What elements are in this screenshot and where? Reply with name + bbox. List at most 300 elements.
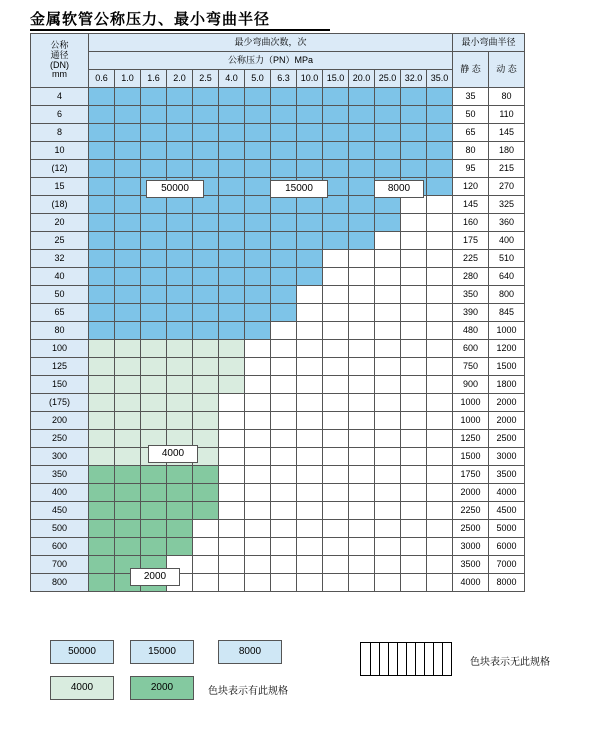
grid-cell: [323, 268, 349, 286]
grid-cell: [219, 574, 245, 592]
grid-cell: [219, 160, 245, 178]
grid-cell: [89, 106, 115, 124]
header-row-2: [31, 52, 525, 70]
dn-value: 15: [31, 178, 89, 196]
table-row: [31, 214, 525, 232]
grid-cell: [141, 214, 167, 232]
grid-cell: [271, 574, 297, 592]
grid-cell: [401, 124, 427, 142]
grid-cell: [141, 196, 167, 214]
grid-cell: [219, 520, 245, 538]
table-body: [31, 88, 525, 592]
grid-cell: [271, 484, 297, 502]
grid-cell: [427, 322, 453, 340]
grid-cell: [427, 556, 453, 574]
grid-cell: [115, 466, 141, 484]
grid-cell: [297, 340, 323, 358]
grid-cell: [245, 448, 271, 466]
static-radius: 2250: [453, 502, 489, 520]
dynamic-radius: 1000: [489, 322, 525, 340]
grid-cell: [297, 124, 323, 142]
grid-cell: [115, 502, 141, 520]
grid-cell: [193, 466, 219, 484]
grid-cell: [427, 520, 453, 538]
grid-cell: [323, 520, 349, 538]
grid-cell: [89, 484, 115, 502]
grid-cell: [427, 412, 453, 430]
dynamic-radius: 215: [489, 160, 525, 178]
grid-cell: [401, 448, 427, 466]
title-underline: [30, 29, 330, 31]
dn-value: 40: [31, 268, 89, 286]
grid-cell: [219, 412, 245, 430]
static-radius: 4000: [453, 574, 489, 592]
static-radius: 350: [453, 286, 489, 304]
grid-cell: [375, 394, 401, 412]
grid-cell: [427, 124, 453, 142]
grid-cell: [401, 214, 427, 232]
grid-cell: [219, 250, 245, 268]
table-row: [31, 160, 525, 178]
grid-cell: [245, 412, 271, 430]
grid-cell: [349, 538, 375, 556]
grid-cell: [427, 250, 453, 268]
grid-cell: [167, 376, 193, 394]
grid-cell: [141, 376, 167, 394]
grid-cell: [141, 286, 167, 304]
grid-cell: [89, 214, 115, 232]
overlay-2000: 2000: [130, 568, 180, 586]
grid-cell: [427, 502, 453, 520]
dynamic-radius: 2500: [489, 430, 525, 448]
grid-cell: [245, 106, 271, 124]
dn-value: 500: [31, 520, 89, 538]
grid-cell: [167, 538, 193, 556]
grid-cell: [115, 106, 141, 124]
grid-cell: [323, 376, 349, 394]
grid-cell: [115, 88, 141, 106]
grid-cell: [349, 556, 375, 574]
legend-color-note: 色块表示有此规格: [208, 686, 288, 697]
grid-cell: [349, 178, 375, 196]
grid-cell: [219, 358, 245, 376]
static-radius: 3500: [453, 556, 489, 574]
grid-cell: [375, 232, 401, 250]
grid-cell: [245, 322, 271, 340]
grid-cell: [141, 520, 167, 538]
grid-cell: [89, 178, 115, 196]
pressure-col-7: 6.3: [271, 70, 297, 88]
grid-cell: [89, 520, 115, 538]
dynamic-radius: 1200: [489, 340, 525, 358]
grid-cell: [245, 340, 271, 358]
dn-header-line-4: mm: [52, 69, 67, 80]
grid-cell: [193, 250, 219, 268]
dn-value: 400: [31, 484, 89, 502]
grid-cell: [271, 520, 297, 538]
grid-cell: [401, 376, 427, 394]
grid-cell: [167, 520, 193, 538]
grid-cell: [349, 430, 375, 448]
grid-cell: [115, 538, 141, 556]
grid-cell: [167, 250, 193, 268]
grid-cell: [297, 142, 323, 160]
grid-cell: [245, 574, 271, 592]
grid-cell: [115, 358, 141, 376]
grid-cell: [219, 142, 245, 160]
dn-value: 800: [31, 574, 89, 592]
dynamic-radius: 145: [489, 124, 525, 142]
pressure-col-11: 25.0: [375, 70, 401, 88]
grid-cell: [375, 520, 401, 538]
grid-cell: [401, 286, 427, 304]
grid-cell: [323, 196, 349, 214]
grid-cell: [297, 160, 323, 178]
table-row: [31, 268, 525, 286]
grid-cell: [115, 448, 141, 466]
grid-cell: [297, 394, 323, 412]
bend-radius-header: 最小弯曲半径: [453, 34, 525, 52]
grid-cell: [375, 466, 401, 484]
pressure-values-row: [31, 70, 525, 88]
legend: [30, 632, 570, 722]
table-row: [31, 448, 525, 466]
grid-cell: [271, 124, 297, 142]
grid-cell: [271, 358, 297, 376]
grid-cell: [193, 538, 219, 556]
grid-cell: [141, 322, 167, 340]
grid-cell: [349, 160, 375, 178]
grid-cell: [401, 574, 427, 592]
grid-cell: [375, 340, 401, 358]
table-row: [31, 430, 525, 448]
dynamic-radius: 360: [489, 214, 525, 232]
static-radius: 225: [453, 250, 489, 268]
dn-value: 200: [31, 412, 89, 430]
dynamic-radius: 1800: [489, 376, 525, 394]
grid-cell: [375, 124, 401, 142]
grid-cell: [349, 466, 375, 484]
grid-cell: [375, 484, 401, 502]
grid-cell: [245, 232, 271, 250]
dynamic-radius: 845: [489, 304, 525, 322]
grid-cell: [271, 106, 297, 124]
grid-cell: [89, 466, 115, 484]
dn-header-line-1: 公称: [50, 39, 69, 50]
grid-cell: [375, 106, 401, 124]
header-row-1: [31, 34, 525, 52]
grid-cell: [349, 286, 375, 304]
table-row: [31, 556, 525, 574]
grid-cell: [115, 196, 141, 214]
pressure-col-6: 5.0: [245, 70, 271, 88]
dn-value: 100: [31, 340, 89, 358]
overlay-8000: 8000: [374, 180, 424, 198]
grid-cell: [167, 394, 193, 412]
grid-cell: [245, 358, 271, 376]
grid-cell: [141, 88, 167, 106]
grid-cell: [375, 556, 401, 574]
pressure-col-1: 1.0: [115, 70, 141, 88]
dynamic-radius: 3000: [489, 448, 525, 466]
grid-cell: [375, 376, 401, 394]
grid-cell: [115, 340, 141, 358]
grid-cell: [141, 124, 167, 142]
grid-cell: [323, 214, 349, 232]
dn-value: 250: [31, 430, 89, 448]
grid-cell: [297, 538, 323, 556]
grid-cell: [427, 268, 453, 286]
grid-cell: [297, 412, 323, 430]
grid-cell: [193, 88, 219, 106]
grid-cell: [115, 250, 141, 268]
grid-cell: [271, 466, 297, 484]
static-radius: 2000: [453, 484, 489, 502]
grid-cell: [141, 106, 167, 124]
grid-cell: [297, 430, 323, 448]
pressure-col-5: 4.0: [219, 70, 245, 88]
grid-cell: [167, 466, 193, 484]
table-row: [31, 394, 525, 412]
static-radius: 35: [453, 88, 489, 106]
grid-cell: [427, 142, 453, 160]
grid-cell: [115, 322, 141, 340]
grid-cell: [375, 142, 401, 160]
grid-cell: [323, 394, 349, 412]
grid-cell: [323, 160, 349, 178]
static-radius: 160: [453, 214, 489, 232]
grid-cell: [245, 394, 271, 412]
grid-cell: [193, 394, 219, 412]
grid-cell: [375, 538, 401, 556]
legend-2000: 2000: [130, 676, 194, 700]
grid-cell: [141, 160, 167, 178]
grid-cell: [141, 268, 167, 286]
grid-cell: [349, 448, 375, 466]
table-row: [31, 538, 525, 556]
grid-cell: [89, 322, 115, 340]
grid-cell: [193, 520, 219, 538]
grid-cell: [115, 286, 141, 304]
grid-cell: [193, 196, 219, 214]
legend-8000: 8000: [218, 640, 282, 664]
grid-cell: [245, 250, 271, 268]
grid-cell: [245, 376, 271, 394]
grid-cell: [219, 88, 245, 106]
dynamic-radius: 4000: [489, 484, 525, 502]
grid-cell: [245, 178, 271, 196]
dynamic-radius: 2000: [489, 394, 525, 412]
dynamic-radius: 640: [489, 268, 525, 286]
grid-cell: [349, 142, 375, 160]
grid-cell: [375, 322, 401, 340]
dn-value: 20: [31, 214, 89, 232]
static-radius: 750: [453, 358, 489, 376]
static-radius: 3000: [453, 538, 489, 556]
grid-cell: [167, 196, 193, 214]
static-radius: 1000: [453, 412, 489, 430]
dynamic-radius: 510: [489, 250, 525, 268]
grid-cell: [271, 232, 297, 250]
table-row: [31, 142, 525, 160]
static-radius: 1500: [453, 448, 489, 466]
dynamic-radius: 3500: [489, 466, 525, 484]
grid-cell: [297, 214, 323, 232]
dn-value: 700: [31, 556, 89, 574]
grid-cell: [375, 268, 401, 286]
grid-cell: [89, 250, 115, 268]
grid-cell: [193, 376, 219, 394]
dn-value: 50: [31, 286, 89, 304]
grid-cell: [427, 106, 453, 124]
grid-cell: [297, 88, 323, 106]
dynamic-radius: 8000: [489, 574, 525, 592]
grid-cell: [219, 430, 245, 448]
grid-cell: [401, 322, 427, 340]
grid-cell: [141, 250, 167, 268]
grid-cell: [323, 232, 349, 250]
grid-cell: [271, 376, 297, 394]
grid-cell: [115, 268, 141, 286]
dn-value: 10: [31, 142, 89, 160]
grid-cell: [349, 376, 375, 394]
dynamic-radius: 325: [489, 196, 525, 214]
grid-cell: [245, 430, 271, 448]
grid-cell: [219, 376, 245, 394]
grid-cell: [193, 358, 219, 376]
static-radius: 1250: [453, 430, 489, 448]
grid-cell: [349, 574, 375, 592]
grid-cell: [349, 214, 375, 232]
dynamic-radius: 400: [489, 232, 525, 250]
grid-cell: [349, 520, 375, 538]
grid-cell: [115, 430, 141, 448]
grid-cell: [323, 358, 349, 376]
grid-cell: [297, 106, 323, 124]
grid-cell: [141, 304, 167, 322]
static-radius: 120: [453, 178, 489, 196]
table-row: [31, 574, 525, 592]
grid-cell: [245, 214, 271, 232]
grid-cell: [323, 466, 349, 484]
grid-cell: [219, 538, 245, 556]
grid-cell: [115, 178, 141, 196]
grid-cell: [245, 160, 271, 178]
grid-cell: [297, 466, 323, 484]
grid-cell: [219, 232, 245, 250]
grid-cell: [115, 484, 141, 502]
pressure-col-13: 35.0: [427, 70, 453, 88]
dn-value: 32: [31, 250, 89, 268]
grid-cell: [245, 484, 271, 502]
grid-cell: [271, 268, 297, 286]
grid-cell: [89, 412, 115, 430]
grid-cell: [245, 88, 271, 106]
grid-cell: [297, 196, 323, 214]
grid-cell: [401, 484, 427, 502]
grid-cell: [349, 88, 375, 106]
grid-cell: [193, 556, 219, 574]
grid-cell: [115, 304, 141, 322]
grid-cell: [89, 142, 115, 160]
grid-cell: [323, 142, 349, 160]
grid-cell: [193, 124, 219, 142]
grid-cell: [349, 106, 375, 124]
dn-value: (12): [31, 160, 89, 178]
grid-cell: [427, 466, 453, 484]
grid-cell: [323, 322, 349, 340]
grid-cell: [167, 88, 193, 106]
dn-value: 25: [31, 232, 89, 250]
grid-cell: [193, 268, 219, 286]
table-row: [31, 124, 525, 142]
grid-cell: [193, 286, 219, 304]
static-radius: 1750: [453, 466, 489, 484]
dynamic-header: 动 态: [489, 52, 525, 88]
grid-cell: [297, 376, 323, 394]
grid-cell: [245, 286, 271, 304]
grid-cell: [167, 304, 193, 322]
grid-cell: [89, 538, 115, 556]
grid-cell: [271, 430, 297, 448]
grid-cell: [375, 502, 401, 520]
grid-cell: [141, 142, 167, 160]
grid-cell: [401, 304, 427, 322]
dn-value: 450: [31, 502, 89, 520]
dynamic-radius: 4500: [489, 502, 525, 520]
grid-cell: [401, 268, 427, 286]
pressure-header: 公称压力（PN）MPa: [89, 52, 453, 70]
grid-cell: [375, 574, 401, 592]
grid-cell: [427, 448, 453, 466]
dn-value: 65: [31, 304, 89, 322]
grid-cell: [245, 304, 271, 322]
grid-cell: [427, 376, 453, 394]
grid-cell: [219, 484, 245, 502]
grid-cell: [245, 502, 271, 520]
static-radius: 480: [453, 322, 489, 340]
grid-cell: [323, 304, 349, 322]
grid-cell: [245, 268, 271, 286]
grid-cell: [193, 340, 219, 358]
grid-cell: [297, 322, 323, 340]
grid-cell: [271, 538, 297, 556]
grid-cell: [245, 556, 271, 574]
grid-cell: [349, 232, 375, 250]
dynamic-radius: 270: [489, 178, 525, 196]
table-row: [31, 358, 525, 376]
static-radius: 50: [453, 106, 489, 124]
grid-cell: [89, 196, 115, 214]
grid-cell: [219, 196, 245, 214]
grid-cell: [271, 160, 297, 178]
grid-cell: [167, 142, 193, 160]
grid-cell: [89, 394, 115, 412]
grid-cell: [167, 106, 193, 124]
static-radius: 65: [453, 124, 489, 142]
grid-cell: [193, 502, 219, 520]
overlay-15000: 15000: [270, 180, 328, 198]
legend-15000: 15000: [130, 640, 194, 664]
dn-header-line-3: (DN): [50, 59, 69, 70]
dn-value: 600: [31, 538, 89, 556]
table-row: [31, 88, 525, 106]
table-head: [31, 34, 525, 88]
dynamic-radius: 800: [489, 286, 525, 304]
grid-cell: [297, 232, 323, 250]
static-radius: 80: [453, 142, 489, 160]
grid-cell: [375, 214, 401, 232]
